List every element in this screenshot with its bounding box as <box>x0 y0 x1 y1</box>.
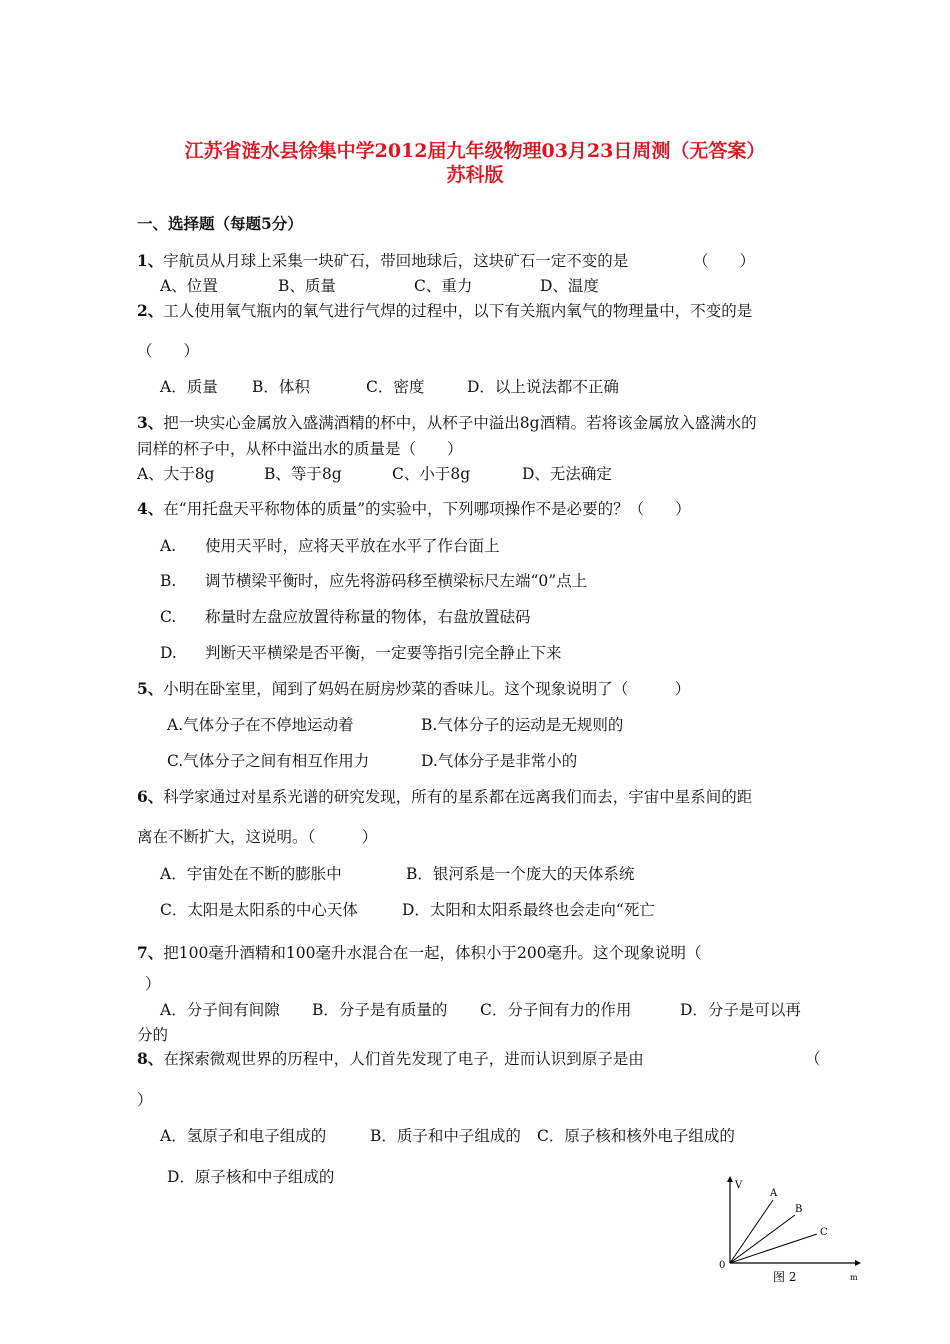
question-number: 3、 <box>137 413 164 432</box>
line-b-label: B <box>795 1204 803 1215</box>
option-a: A．质量 <box>160 378 218 396</box>
option-d-letter: D. <box>160 644 177 662</box>
question-8 <box>137 1050 644 1068</box>
option-c: C．原子核和核外电子组成的 <box>537 1127 735 1145</box>
option-b: B．分子是有质量的 <box>312 1001 448 1019</box>
question-stem: 在探索微观世界的历程中，人们首先发现了电子，进而认识到原子是由 <box>163 1050 644 1068</box>
question-stem-cont: 离在不断扩大，这说明。（ ） <box>137 828 378 846</box>
option-b: 调节横梁平衡时，应先将游码移至横梁标尺左端“0”点上 <box>205 572 588 590</box>
option-d: D．分子是可以再 <box>680 1001 801 1019</box>
option-d: D、温度 <box>540 277 599 295</box>
option-a: A、位置 <box>160 277 218 295</box>
question-1 <box>137 252 628 270</box>
option-a: A.气体分子在不停地运动着 <box>167 716 354 734</box>
option-d: D．原子核和中子组成的 <box>167 1168 335 1186</box>
question-number: 2、 <box>137 301 164 320</box>
option-d: D．以上说法都不正确 <box>467 378 619 396</box>
option-b: B．质子和中子组成的 <box>370 1127 521 1145</box>
option-d: D．太阳和太阳系最终也会走向“死亡 <box>402 901 655 919</box>
answer-paren-close: ） <box>137 1091 153 1109</box>
question-7 <box>137 944 702 962</box>
question-stem-cont: 同样的杯子中，从杯中溢出水的质量是（ ） <box>137 440 463 458</box>
answer-paren: （ ） <box>137 342 200 360</box>
option-a-letter: A. <box>160 537 177 555</box>
option-c: C．分子间有力的作用 <box>480 1001 632 1019</box>
origin-label: 0 <box>719 1260 726 1271</box>
option-c-letter: C. <box>160 608 177 626</box>
option-c: C、重力 <box>414 277 473 295</box>
y-axis-arrow <box>727 1176 733 1182</box>
question-stem: 把一块实心金属放入盛满酒精的杯中，从杯子中溢出8g酒精。若将该金属放入盛满水的 <box>163 414 757 432</box>
question-number: 1、 <box>137 251 164 270</box>
option-b-letter: B. <box>160 572 177 590</box>
line-c <box>730 1234 817 1263</box>
document-subtitle: 苏科版 <box>446 164 504 186</box>
question-4 <box>137 500 691 518</box>
section-heading: 一、选择题（每题5分） <box>137 214 303 233</box>
option-a: 使用天平时，应将天平放在水平了作台面上 <box>205 537 500 555</box>
question-number: 4、 <box>137 499 164 518</box>
option-a: A．宇宙处在不断的膨胀中 <box>160 865 342 883</box>
question-stem: 小明在卧室里，闻到了妈妈在厨房炒菜的香味儿。这个现象说明了（ ） <box>163 680 691 698</box>
option-b: B．体积 <box>252 378 310 396</box>
question-stem: 在“用托盘天平称物体的质量”的实验中，下列哪项操作不是必要的？（ ） <box>163 500 691 518</box>
option-d: D、无法确定 <box>522 465 612 483</box>
question-number: 6、 <box>137 787 164 806</box>
answer-paren: （ ） <box>693 252 756 270</box>
answer-paren-open: （ <box>805 1050 821 1068</box>
option-c: 称量时左盘应放置待称量的物体，右盘放置砝码 <box>205 608 531 626</box>
option-b: B、等于8g <box>264 465 342 483</box>
question-5 <box>137 680 690 698</box>
line-a <box>730 1200 773 1263</box>
option-b: B.气体分子的运动是无规则的 <box>421 716 624 734</box>
question-number: 8、 <box>137 1049 164 1068</box>
line-c-label: C <box>820 1227 828 1238</box>
option-a: A．氢原子和电子组成的 <box>160 1127 327 1145</box>
option-c: C．太阳是太阳系的中心天体 <box>160 901 358 919</box>
option-a: A．分子间有间隙 <box>160 1001 280 1019</box>
option-b: B．银河系是一个庞大的天体系统 <box>406 865 635 883</box>
question-stem: 把100毫升酒精和100毫升水混合在一起，体积小于200毫升。这个现象说明（ <box>163 944 702 962</box>
question-2 <box>137 302 752 320</box>
option-d: D.气体分子是非常小的 <box>421 752 578 770</box>
x-axis-arrow <box>855 1260 861 1266</box>
option-a: A、大于8g <box>137 465 215 483</box>
answer-paren-close: ） <box>145 975 161 993</box>
option-c: C.气体分子之间有相互作用力 <box>167 752 370 770</box>
question-number: 7、 <box>137 943 164 962</box>
option-d-cont: 分的 <box>137 1026 169 1044</box>
option-c: C、小于8g <box>392 465 471 483</box>
question-stem: 宇航员从月球上采集一块矿石，带回地球后，这块矿石一定不变的是 <box>163 252 629 270</box>
figure-2-graph <box>705 1170 865 1290</box>
line-a-label: A <box>770 1188 778 1199</box>
line-b <box>730 1215 795 1263</box>
y-axis-label: V <box>735 1180 743 1191</box>
question-3 <box>137 414 757 432</box>
question-6 <box>137 788 752 806</box>
question-number: 5、 <box>137 679 164 698</box>
x-axis-label: m <box>850 1273 858 1282</box>
option-d: 判断天平横梁是否平衡，一定要等指引完全静止下来 <box>205 644 562 662</box>
document-title: 江苏省涟水县徐集中学2012届九年级物理03月23日周测（无答案） <box>184 140 766 162</box>
question-stem: 科学家通过对星系光谱的研究发现，所有的星系都在远离我们而去，宇宙中星系间的距 <box>163 788 753 806</box>
question-stem: 工人使用氧气瓶内的氧气进行气焊的过程中，以下有关瓶内氧气的物理量中，不变的是 <box>163 302 753 320</box>
option-c: C．密度 <box>366 378 425 396</box>
figure-caption: 图 2 <box>773 1270 797 1284</box>
option-b: B、质量 <box>278 277 336 295</box>
